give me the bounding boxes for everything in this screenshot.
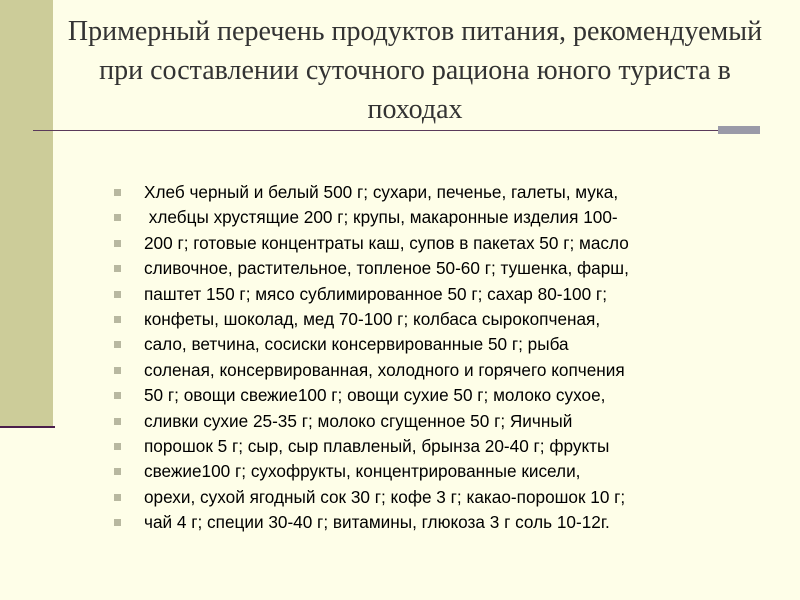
slide-title: Примерный перечень продуктов питания, рекомендуемый при составлении суточного рациона юного туриста в походах xyxy=(67,16,763,125)
left-decorative-strip xyxy=(0,0,53,426)
list-item xyxy=(112,383,772,408)
square-bullet-icon xyxy=(114,392,121,399)
list-item-text: сливки сухие 25-35 г; молоко сгущенное 50 г; Яичный xyxy=(144,410,573,431)
list-item xyxy=(112,231,772,256)
list-item xyxy=(112,282,772,307)
square-bullet-icon xyxy=(114,418,121,425)
list-item xyxy=(112,332,772,357)
list-item xyxy=(112,459,772,484)
list-item-text: конфеты, шоколад, мед 70-100 г; колбаса сырокопченая, xyxy=(144,308,601,329)
list-item xyxy=(112,510,772,535)
list-item xyxy=(112,358,772,383)
title-divider xyxy=(33,130,760,131)
list-item-text: соленая, консервированная, холодного и горячего копчения xyxy=(144,359,625,380)
list-item-text: чай 4 г; специи 30-40 г; витамины, глюкоза 3 г соль 10-12г. xyxy=(144,512,610,533)
list-item xyxy=(112,180,772,205)
list-item-text: хлебцы хрустящие 200 г; крупы, макаронные изделия 100- xyxy=(144,207,618,228)
list-item xyxy=(112,434,772,459)
square-bullet-icon xyxy=(114,240,121,247)
square-bullet-icon xyxy=(114,367,121,374)
list-item-text: Хлеб черный и белый 500 г; сухари, печенье, галеты, мука, xyxy=(144,182,619,202)
square-bullet-icon xyxy=(114,265,121,272)
list-item xyxy=(112,205,772,230)
list-item-text: свежие100 г; сухофрукты, концентрированные кисели, xyxy=(144,461,581,482)
list-item-text: сливочное, растительное, топленое 50-60 г; тушенка, фарш, xyxy=(144,258,629,279)
square-bullet-icon xyxy=(114,494,121,501)
square-bullet-icon xyxy=(114,189,121,196)
title-divider-accent xyxy=(718,126,760,134)
left-strip-underline xyxy=(0,426,55,428)
list-item xyxy=(112,409,772,434)
square-bullet-icon xyxy=(114,316,121,323)
square-bullet-icon xyxy=(114,341,121,348)
square-bullet-icon xyxy=(114,468,121,475)
square-bullet-icon xyxy=(114,519,121,526)
list-item xyxy=(112,307,772,332)
list-item-text: 50 г; овощи свежие100 г; овощи сухие 50 г; молоко сухое, xyxy=(144,385,606,406)
list-item xyxy=(112,485,772,510)
product-list xyxy=(112,180,772,535)
list-item-text: сало, ветчина, сосиски консервированные 50 г; рыба xyxy=(144,334,569,355)
list-item-text: порошок 5 г; сыр, сыр плавленый, брынза 20-40 г; фрукты xyxy=(144,435,610,456)
square-bullet-icon xyxy=(114,214,121,221)
list-item xyxy=(112,256,772,281)
square-bullet-icon xyxy=(114,291,121,298)
square-bullet-icon xyxy=(114,443,121,450)
list-item-text: 200 г; готовые концентраты каш, супов в пакетах 50 г; масло xyxy=(144,232,629,253)
list-item-text: орехи, сухой ягодный сок 30 г; кофе 3 г; какао-порошок 10 г; xyxy=(144,486,626,507)
list-item-text: паштет 150 г; мясо сублимированное 50 г; сахар 80-100 г; xyxy=(144,283,607,304)
